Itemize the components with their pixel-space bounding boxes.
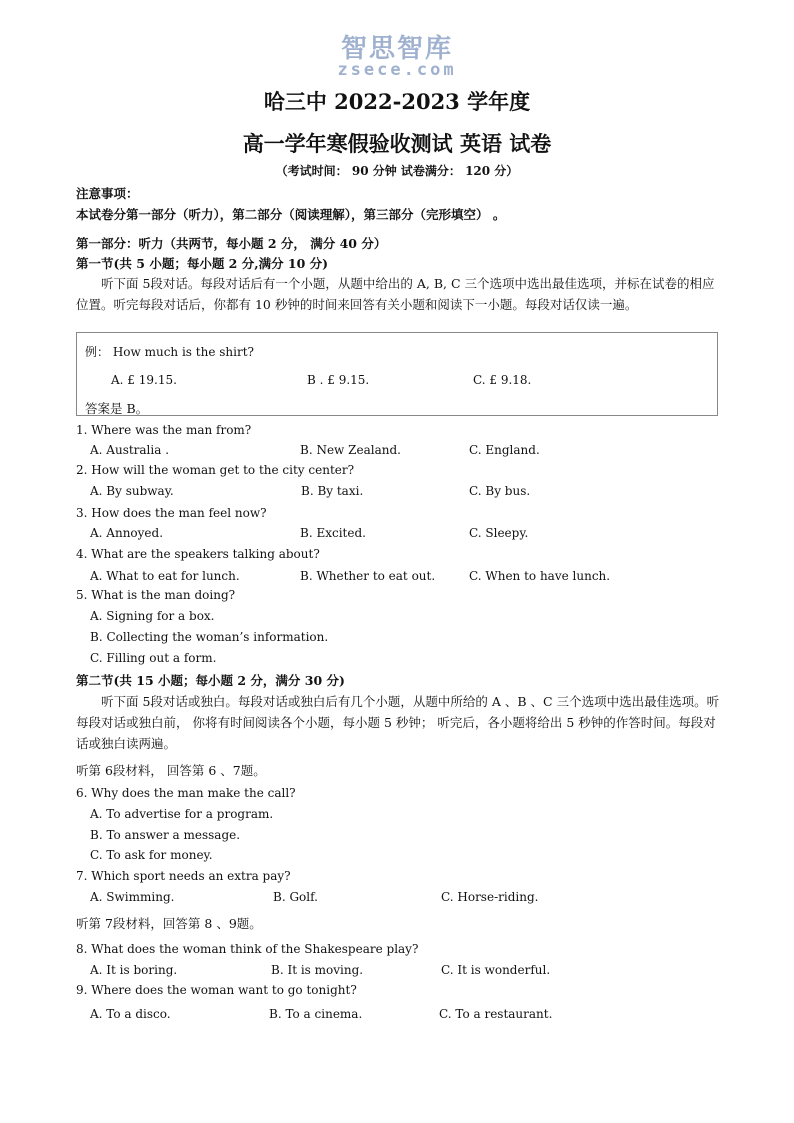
question-3-option-a: A. Annoyed. [90, 526, 164, 540]
question-3: 3. How does the man feel now? [76, 506, 267, 520]
question-2-option-a: A. By subway. [90, 484, 174, 498]
question-7: 7. Which sport needs an extra pay? [76, 869, 291, 883]
question-9-option-a: A. To a disco. [90, 1007, 171, 1021]
example-question: 例： How much is the shirt? [85, 345, 254, 359]
question-7-option-c: C. Horse-riding. [441, 890, 539, 904]
question-2-option-b: B. By taxi. [301, 484, 364, 498]
question-6: 6. Why does the man make the call? [76, 786, 296, 800]
material-6-instruction: 听第 6段材料， 回答第 6 、7题。 [76, 763, 266, 778]
question-3-option-c: C. Sleepy. [469, 526, 529, 540]
exam-subtitle: （考试时间： 90 分钟 试卷满分： 120 分） [275, 164, 519, 178]
question-4: 4. What are the speakers talking about? [76, 547, 320, 561]
question-5-option-c: C. Filling out a form. [90, 651, 217, 665]
question-6-option-c: C. To ask for money. [90, 848, 213, 862]
question-4-option-a: A. What to eat for lunch. [90, 569, 240, 583]
question-2-option-c: C. By bus. [469, 484, 531, 498]
section2-instructions: 听下面 5段对话或独白。每段对话或独白后有几个小题，从题中所给的 A 、B 、C 三个选项中选出最佳选项。听每段对话或独白前， 你将有时间阅读各个小题，每小题 5 秒钟； 听完后，各小题将给出 5 秒钟的作答时间。每段对话或独白读两遍。 [76, 694, 720, 751]
question-4-option-c: C. When to have lunch. [469, 569, 611, 583]
question-1-option-c: C. England. [469, 443, 540, 457]
question-2: 2. How will the woman get to the city center? [76, 463, 355, 477]
part1-heading: 第一部分：听力（共两节，每小题 2 分， 满分 40 分） [76, 236, 387, 251]
question-3-option-b: B. Excited. [300, 526, 366, 540]
question-1-option-a: A. Australia . [90, 443, 170, 457]
question-6-option-a: A. To advertise for a program. [90, 807, 274, 821]
question-1: 1. Where was the man from? [76, 423, 252, 437]
question-6-option-b: B. To answer a message. [90, 828, 241, 842]
example-option-b: B . £ 9.15. [307, 373, 370, 387]
example-answer: 答案是 B。 [85, 401, 149, 416]
notice-label: 注意事项： [76, 186, 139, 201]
question-9-option-b: B. To a cinema. [269, 1007, 363, 1021]
question-1-option-b: B. New Zealand. [300, 443, 401, 457]
material-7-instruction: 听第 7段材料，回答第 8 、9题。 [76, 916, 262, 931]
section1-instructions: 听下面 5段对话。每段对话后有一个小题，从题中给出的 A, B, C 三个选项中选出最佳选项，并标在试卷的相应位置。听完每段对话后，你都有 10 秒钟的时间来回答有关小题和阅读下一小题。每段对话仅读一遍。 [76, 276, 715, 312]
section2-heading: 第二节(共 15 小题；每小题 2 分，满分 30 分) [76, 673, 345, 688]
question-7-option-a: A. Swimming. [90, 890, 175, 904]
question-7-option-b: B. Golf. [273, 890, 318, 904]
question-8-option-a: A. It is boring. [90, 963, 178, 977]
notice-text: 本试卷分第一部分（听力），第二部分（阅读理解），第三部分（完形填空） 。 [76, 207, 506, 222]
question-8: 8. What does the woman think of the Shakespeare play? [76, 942, 419, 956]
example-option-c: C. £ 9.18. [473, 373, 532, 387]
question-5-option-a: A. Signing for a box. [90, 609, 215, 623]
question-9: 9. Where does the woman want to go tonight? [76, 983, 357, 997]
watermark-domain: zsece.com [337, 60, 457, 80]
question-8-option-b: B. It is moving. [271, 963, 364, 977]
example-option-a: A. £ 19.15. [111, 373, 177, 387]
section1-heading: 第一节(共 5 小题；每小题 2 分,满分 10 分) [76, 256, 329, 271]
watermark-logo-text: 智思智库 [340, 34, 453, 64]
exam-title-line2: 高一学年寒假验收测试 英语 试卷 [242, 131, 552, 156]
question-5-option-b: B. Collecting the woman’s information. [90, 630, 329, 644]
question-4-option-b: B. Whether to eat out. [300, 569, 436, 583]
question-9-option-c: C. To a restaurant. [439, 1007, 553, 1021]
question-5: 5. What is the man doing? [76, 588, 236, 602]
question-8-option-c: C. It is wonderful. [441, 963, 551, 977]
example-box [76, 332, 718, 416]
exam-title-line1: 哈三中 2022-2023 学年度 [263, 89, 531, 114]
